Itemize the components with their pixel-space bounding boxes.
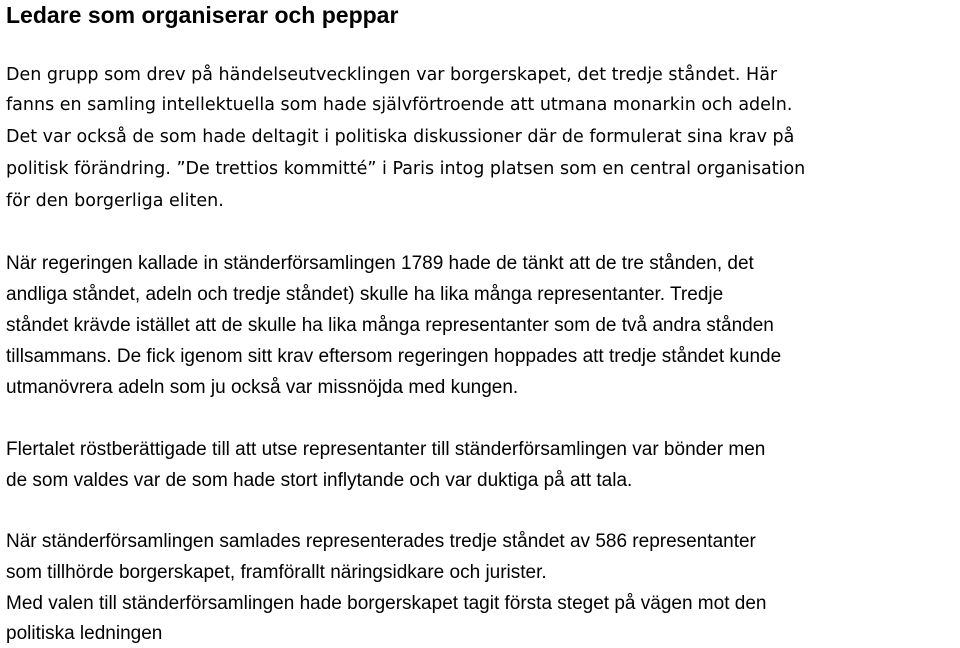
paragraph-2-line-5: utmanövrera adeln som ju också var missnöjda med kungen. — [6, 377, 519, 398]
paragraph-4-line-2: som tillhörde borgerskapet, framförallt näringsidkare och jurister. — [6, 562, 547, 583]
paragraph-4-line-4: politiska ledningen — [6, 623, 163, 644]
paragraph-1-line-4: politisk förändring. ”De trettios kommitté” i Paris intog platsen som en central organisation — [6, 159, 806, 179]
paragraph-3-line-2: de som valdes var de som hade stort inflytande och var duktiga på att tala. — [6, 470, 633, 491]
paragraph-2-line-3: ståndet krävde istället att de skulle ha lika många representanter som de två andra stånden — [6, 315, 774, 336]
paragraph-1-line-5: för den borgerliga eliten. — [6, 191, 224, 211]
paragraph-1-line-2: fanns en samling intellektuella som hade självförtroende att utmana monarkin och adeln. — [6, 95, 793, 115]
paragraph-2-line-2: andliga ståndet, adeln och tredje ståndet) skulle ha lika många representanter. Tredje — [6, 284, 724, 305]
paragraph-4-line-3: Med valen till ständerförsamlingen hade borgerskapet tagit första steget på vägen mot den — [6, 593, 767, 614]
paragraph-1-line-3: Det var också de som hade deltagit i politiska diskussioner där de formulerat sina krav på — [6, 127, 795, 147]
paragraph-2-line-1: När regeringen kallade in ständerförsamlingen 1789 hade de tänkt att de tre stånden, det — [6, 253, 754, 274]
paragraph-3-line-1: Flertalet röstberättigade till att utse representanter till ständerförsamlingen var bönder men — [6, 439, 766, 460]
page-title: Ledare som organiserar och peppar — [6, 2, 399, 28]
paragraph-2-line-4: tillsammans. De fick igenom sitt krav eftersom regeringen hoppades att tredje ståndet kunde — [6, 346, 782, 367]
paragraph-4-line-1: När ständerförsamlingen samlades representerades tredje ståndet av 586 representanter — [6, 531, 756, 552]
paragraph-1-line-1: Den grupp som drev på händelseutvecklingen var borgerskapet, det tredje ståndet. Här — [6, 65, 778, 85]
